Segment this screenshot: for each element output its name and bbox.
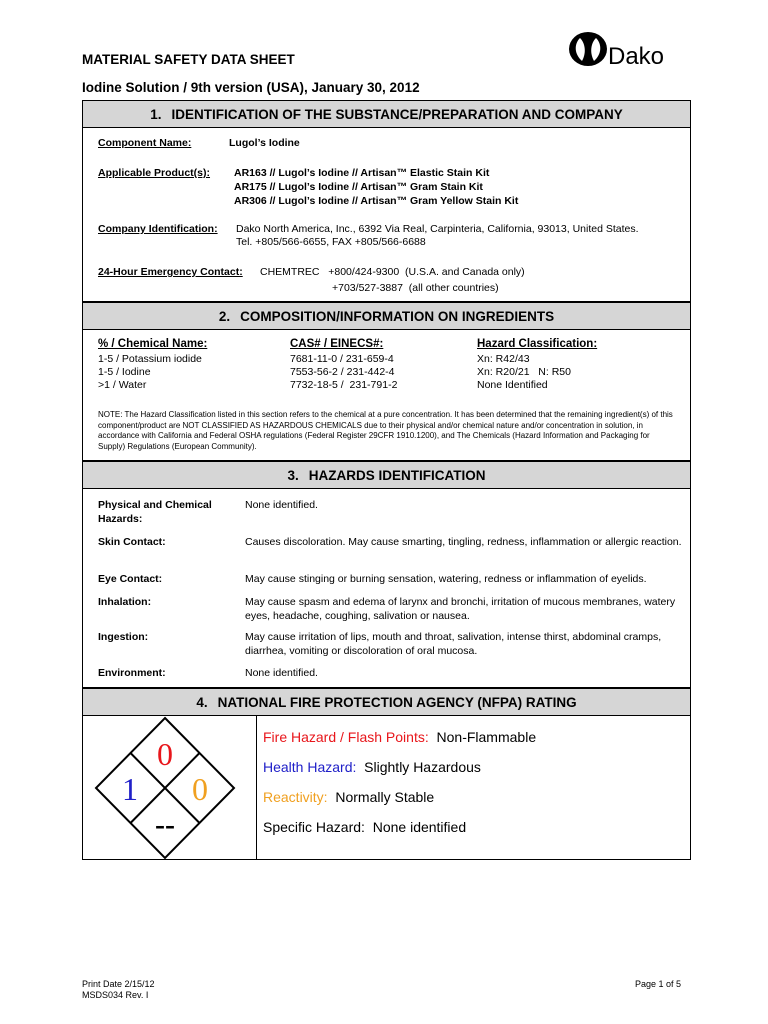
section-4-number: 4. — [196, 694, 208, 710]
company-phone: Tel. +805/566-6655, FAX +805/566-6688 — [236, 236, 426, 248]
hazard-label: Ingestion: — [98, 631, 149, 643]
hazard-label: Inhalation: — [98, 596, 152, 608]
section-3-number: 3. — [287, 467, 299, 483]
chemical-name-header: % / Chemical Name: — [98, 338, 208, 350]
hazard-label: Environment: — [98, 667, 166, 679]
hazard-value: May cause stinging or burning sensation, watering, redness or inflammation of eyelids. — [245, 573, 647, 585]
page-number: Page 1 of 5 — [635, 979, 682, 989]
hazard-value: None identified. — [245, 499, 318, 511]
emergency-contact-primary: CHEMTREC +800/424-9300 (U.S.A. and Canada only) — [260, 266, 525, 278]
fire-hazard-value: Non-Flammable — [436, 729, 537, 745]
emergency-contact-label: 24-Hour Emergency Contact: — [98, 266, 243, 278]
company-identification-label: Company Identification: — [98, 223, 218, 235]
nfpa-divider — [256, 716, 257, 860]
component-name-value: Lugol’s Iodine — [229, 137, 300, 149]
section-1-number: 1. — [150, 106, 162, 122]
specific-hazard-value: None identified — [372, 819, 467, 835]
ingredient-cas: 7681-11-0 / 231-659-4 — [290, 353, 394, 365]
hazard-value: None identified. — [245, 667, 318, 679]
product-code: AR163 — [234, 167, 267, 179]
nfpa-diamond — [92, 716, 238, 860]
section-4-title: NATIONAL FIRE PROTECTION AGENCY (NFPA) RATING — [217, 694, 577, 710]
hazard-label: Skin Contact: — [98, 536, 166, 548]
product-description: // Lugol’s Iodine // Artisan™ Gram Stain Kit — [266, 181, 483, 193]
product-item — [234, 195, 518, 207]
ingredient-cas: 7732-18-5 / 231-791-2 — [290, 379, 398, 391]
ingredient-chemical: 1-5 / Potassium iodide — [98, 353, 202, 365]
document-subtitle: Iodine Solution / 9th version (USA), January 30, 2012 — [82, 80, 420, 95]
specific-hazard-label: Specific Hazard: — [263, 819, 365, 835]
company-address: Dako North America, Inc., 6392 Via Real, Carpinteria, California, 93013, United States. — [236, 223, 639, 235]
nfpa-special-line — [263, 819, 466, 835]
product-item — [234, 181, 483, 193]
fire-hazard-label: Fire Hazard / Flash Points: — [263, 729, 429, 745]
logo-wordmark: Dako — [608, 43, 665, 70]
health-hazard-value: Slightly Hazardous — [364, 759, 481, 775]
hazard-classification-header: Hazard Classification: — [477, 338, 598, 350]
product-description: // Lugol’s Iodine // Artisan™ Gram Yellow Stain Kit — [266, 195, 519, 207]
product-item — [234, 167, 489, 179]
ingredient-hazard: Xn: R42/43 — [477, 353, 530, 365]
ingredient-hazard: Xn: R20/21 N: R50 — [477, 366, 571, 378]
nfpa-special-rating: -- — [155, 808, 175, 841]
nfpa-fire-line — [263, 729, 536, 745]
hazard-label: Eye Contact: — [98, 573, 163, 585]
hazard-value: May cause irritation of lips, mouth and throat, salivation, intense thirst, abdominal cramps, diarrhea, vomiting or discoloration of oral mucosa. — [245, 631, 662, 657]
cas-einecs-header: CAS# / EINECS#: — [290, 338, 384, 350]
emergency-contact-secondary: +703/527-3887 (all other countries) — [332, 282, 499, 294]
hazard-value: Causes discoloration. May cause smarting, tingling, redness, inflammation or allergic reaction. — [245, 536, 682, 548]
ingredient-chemical: 1-5 / Iodine — [98, 366, 151, 378]
applicable-products-label: Applicable Product(s): — [98, 167, 211, 179]
reactivity-label: Reactivity: — [263, 789, 328, 805]
nfpa-reactivity-line — [263, 789, 434, 805]
ingredient-chemical: >1 / Water — [98, 379, 147, 391]
reactivity-value: Normally Stable — [335, 789, 435, 805]
product-code: AR175 — [234, 181, 267, 193]
product-description: // Lugol’s Iodine // Artisan™ Elastic Stain Kit — [266, 167, 490, 179]
component-name-label: Component Name: — [98, 137, 192, 149]
hazard-classification-note: NOTE: The Hazard Classification listed in this section refers to the chemical at a pure concentration. It has been determined that the remaining ingredient(s) of this component/product are NOT CLASSIFIED AS HAZARDOUS CHEMICALS due to their physical and/or chemical nature and/or concentration in solution, in accordance with California and Federal OSHA regulations (Federal Register 29CFR 1910.1200), and The Chemicals (Hazard Information and Packaging for Supply) Regulations (European Community). — [98, 410, 673, 451]
product-code: AR306 — [234, 195, 267, 207]
section-2-title: COMPOSITION/INFORMATION ON INGREDIENTS — [240, 308, 555, 324]
section-3-heading — [82, 461, 691, 489]
print-date: Print Date 2/15/12 — [82, 979, 155, 989]
health-hazard-label: Health Hazard: — [263, 759, 357, 775]
nfpa-reactivity-rating: 0 — [192, 771, 208, 807]
section-1-heading — [82, 100, 691, 128]
document-title: MATERIAL SAFETY DATA SHEET — [82, 52, 295, 67]
document-id: MSDS034 Rev. I — [82, 990, 149, 1000]
ingredient-cas: 7553-56-2 / 231-442-4 — [290, 366, 395, 378]
nfpa-health-line — [263, 759, 481, 775]
ingredient-hazard: None Identified — [477, 379, 548, 391]
nfpa-health-rating: 1 — [122, 771, 138, 807]
section-4-heading — [82, 688, 691, 716]
section-3-title: HAZARDS IDENTIFICATION — [308, 467, 486, 483]
section-1-title: IDENTIFICATION OF THE SUBSTANCE/PREPARATION AND COMPANY — [171, 106, 623, 122]
hazard-value: May cause spasm and edema of larynx and bronchi, irritation of mucous membranes, watery eyes, headache, coughing, salivation or nausea. — [245, 596, 676, 622]
hazard-label: Physical and Chemical Hazards: — [98, 499, 212, 525]
section-2-number: 2. — [218, 308, 231, 324]
nfpa-fire-rating: 0 — [157, 736, 173, 772]
section-2-heading — [82, 302, 691, 330]
